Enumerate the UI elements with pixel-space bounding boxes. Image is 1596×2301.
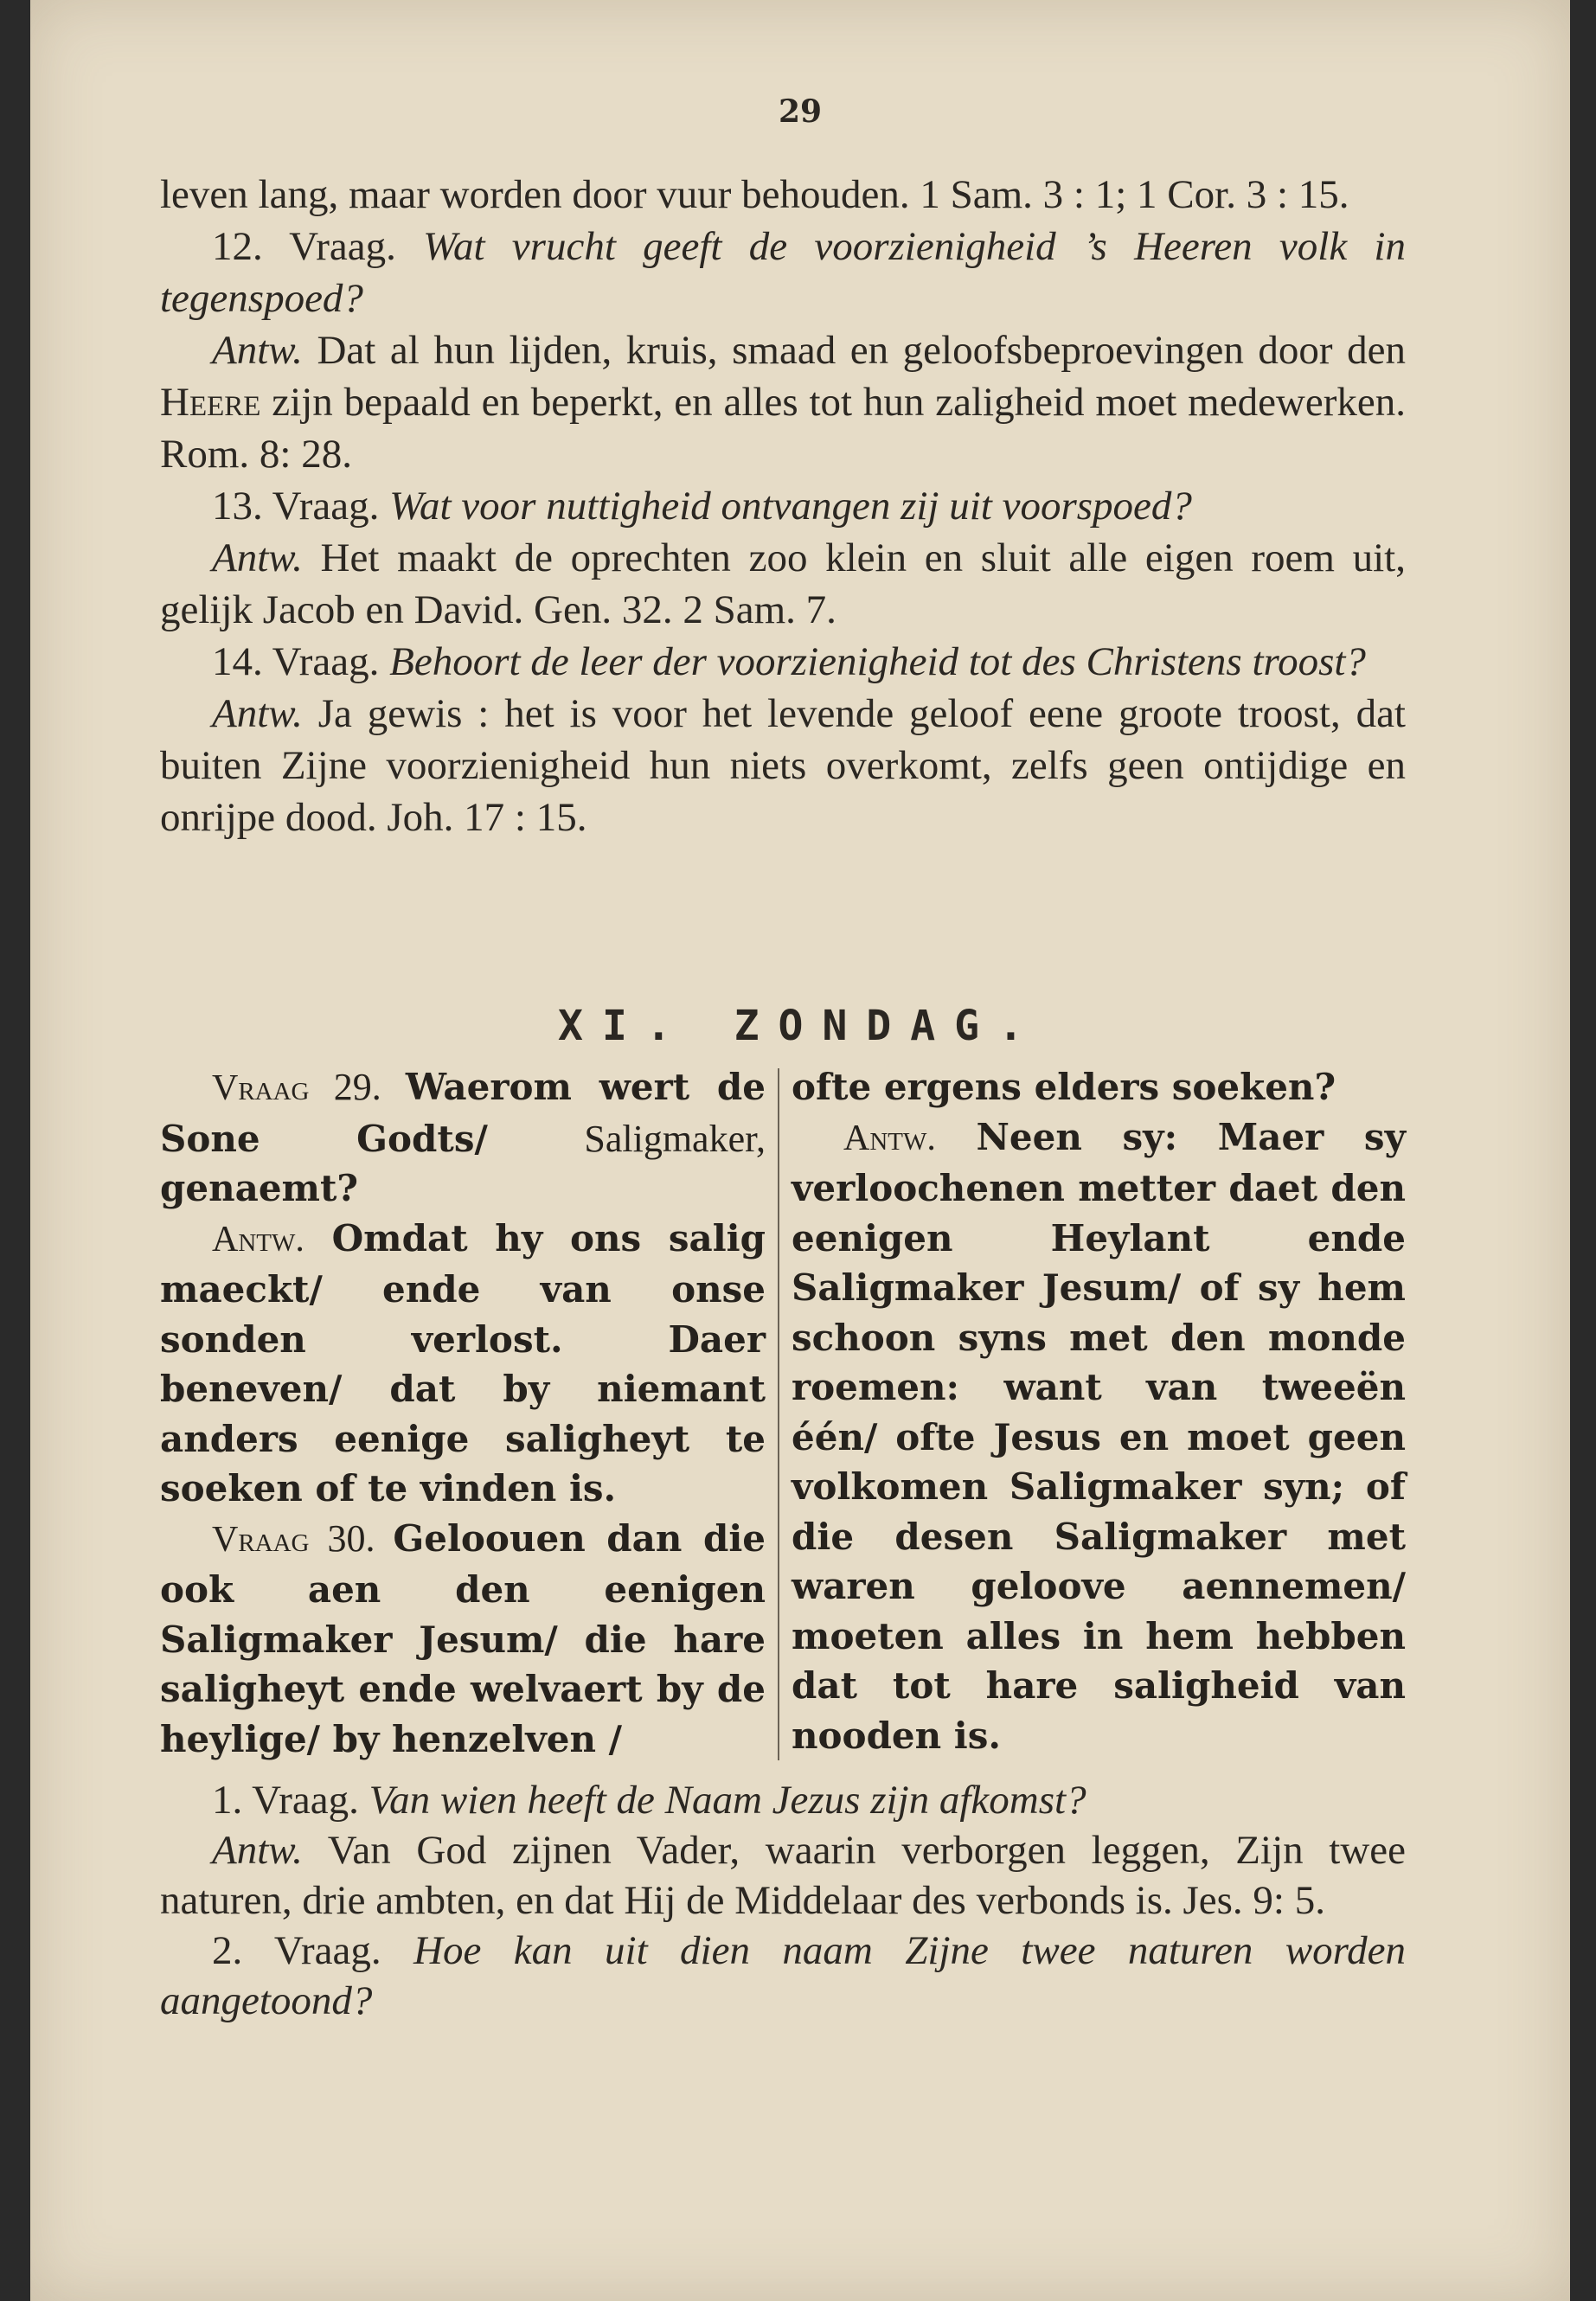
vraag-lead: Vraag [212, 1519, 310, 1560]
left-column [160, 1062, 766, 1764]
vraag-lead: Vraag [212, 1068, 310, 1108]
question-text: Hoe kan uit dien naam Zijne twee naturen worden aangetoond? [160, 1928, 1406, 2023]
answer-lead: Antw. [212, 691, 303, 736]
vraag-number: 30. [309, 1516, 394, 1560]
question-lead: 13. Vraag. [212, 484, 390, 529]
vraag-text: genaemt? [160, 1167, 359, 1209]
answer-13 [160, 532, 1406, 636]
question-lead: 12. Vraag. [212, 224, 424, 269]
section-heading: XI. ZONDAG. [558, 1002, 1042, 1050]
book-page [30, 0, 1570, 2301]
question-13 [160, 480, 1406, 532]
answer-14 [160, 688, 1406, 843]
question-14 [160, 636, 1406, 688]
lower-text-block [160, 1775, 1406, 2026]
vraag-30-continuation: ofte ergens elders soeken? [792, 1066, 1336, 1108]
page-number: 29 [778, 93, 823, 130]
paragraph-continuation: leven lang, maar worden door vuur behouden. 1 Sam. 3 : 1; 1 Cor. 3 : 15. [160, 172, 1349, 217]
antw-text: Neen sy: Maer sy verloochenen metter daet den eenigen Heylant ende Saligmaker Jesum/ of sy hem schoon syns met den monde roemen: want van tweeën één/ ofte Jesus en moet geen volkomen Saligmaker syn; of die desen Saligmaker met waren geloove aennemen/ moeten alles in hem hebben dat tot hare saligheid van nooden is. [792, 1115, 1406, 1757]
vraag-text: Geloouen dan die ook aen den eenigen Saligmaker Jesum/ die hare saligheyt ende welvaert by de heylige/ by henzelven / [160, 1516, 766, 1760]
answer-lead: Antw. [212, 1828, 303, 1873]
answer-text: zijn bepaald en beperkt, en alles tot hun zaligheid moet medewerken. Rom. 8: 28. [160, 380, 1406, 477]
upper-text-block [160, 169, 1406, 843]
answer-text: Dat al hun lijden, kruis, smaad en geloofsbeproevingen door den [302, 328, 1406, 373]
question-text: Van wien heeft de Naam Jezus zijn afkomst? [369, 1778, 1086, 1823]
question-text: Wat voor nuttigheid ontvangen zij uit voorspoed? [389, 484, 1192, 529]
right-column [792, 1062, 1406, 1760]
vraag-latin: Saligmaker, [584, 1117, 766, 1160]
antw-text: Omdat hy ons salig maeckt/ ende van onse sonden verlost. Daer beneven/ dat by niemant anders eenige saligheyt te soeken of te vinden is. [160, 1216, 766, 1509]
antw-30 [792, 1112, 1406, 1761]
vraag-text: Waerom wert de Sone Godts/ [160, 1066, 766, 1160]
vraag-30 [160, 1514, 766, 1765]
answer-12 [160, 324, 1406, 480]
question-text: Behoort de leer der voorzienigheid tot des Christens troost? [389, 639, 1366, 684]
vraag-number: 29. [309, 1066, 406, 1108]
answer-text: Het maakt de oprechten zoo klein en sluit alle eigen roem uit, gelijk Jacob en David. Gen. 32. 2 Sam. 7. [160, 535, 1406, 632]
antw-lead: Antw. [843, 1118, 936, 1158]
question-12 [160, 221, 1406, 324]
question-text: Wat vrucht geeft de voorzienigheid ’s Heeren volk in tegenspoed? [160, 224, 1406, 321]
column-divider [778, 1068, 779, 1760]
antw-29 [160, 1214, 766, 1514]
antw-lead: Antw. [212, 1219, 304, 1259]
answer-heere: Heere [160, 380, 261, 425]
question-lead: 1. Vraag. [212, 1778, 369, 1823]
question-2 [160, 1926, 1406, 2026]
answer-text: Van God zijnen Vader, waarin verborgen leggen, Zijn twee naturen, drie ambten, en dat Hij de Middelaar des verbonds is. Jes. 9: 5. [160, 1828, 1406, 1923]
question-lead: 14. Vraag. [212, 639, 390, 684]
answer-lead: Antw. [212, 535, 303, 580]
answer-text: Ja gewis : het is voor het levende geloof eene groote troost, dat buiten Zijne voorzienigheid hun niets overkomt, zelfs geen ontijdige en onrijpe dood. Joh. 17 : 15. [160, 691, 1406, 840]
answer-lead: Antw. [212, 328, 303, 373]
question-1 [160, 1775, 1406, 1825]
answer-1 [160, 1825, 1406, 1926]
vraag-29 [160, 1062, 766, 1214]
question-lead: 2. Vraag. [212, 1928, 413, 1973]
